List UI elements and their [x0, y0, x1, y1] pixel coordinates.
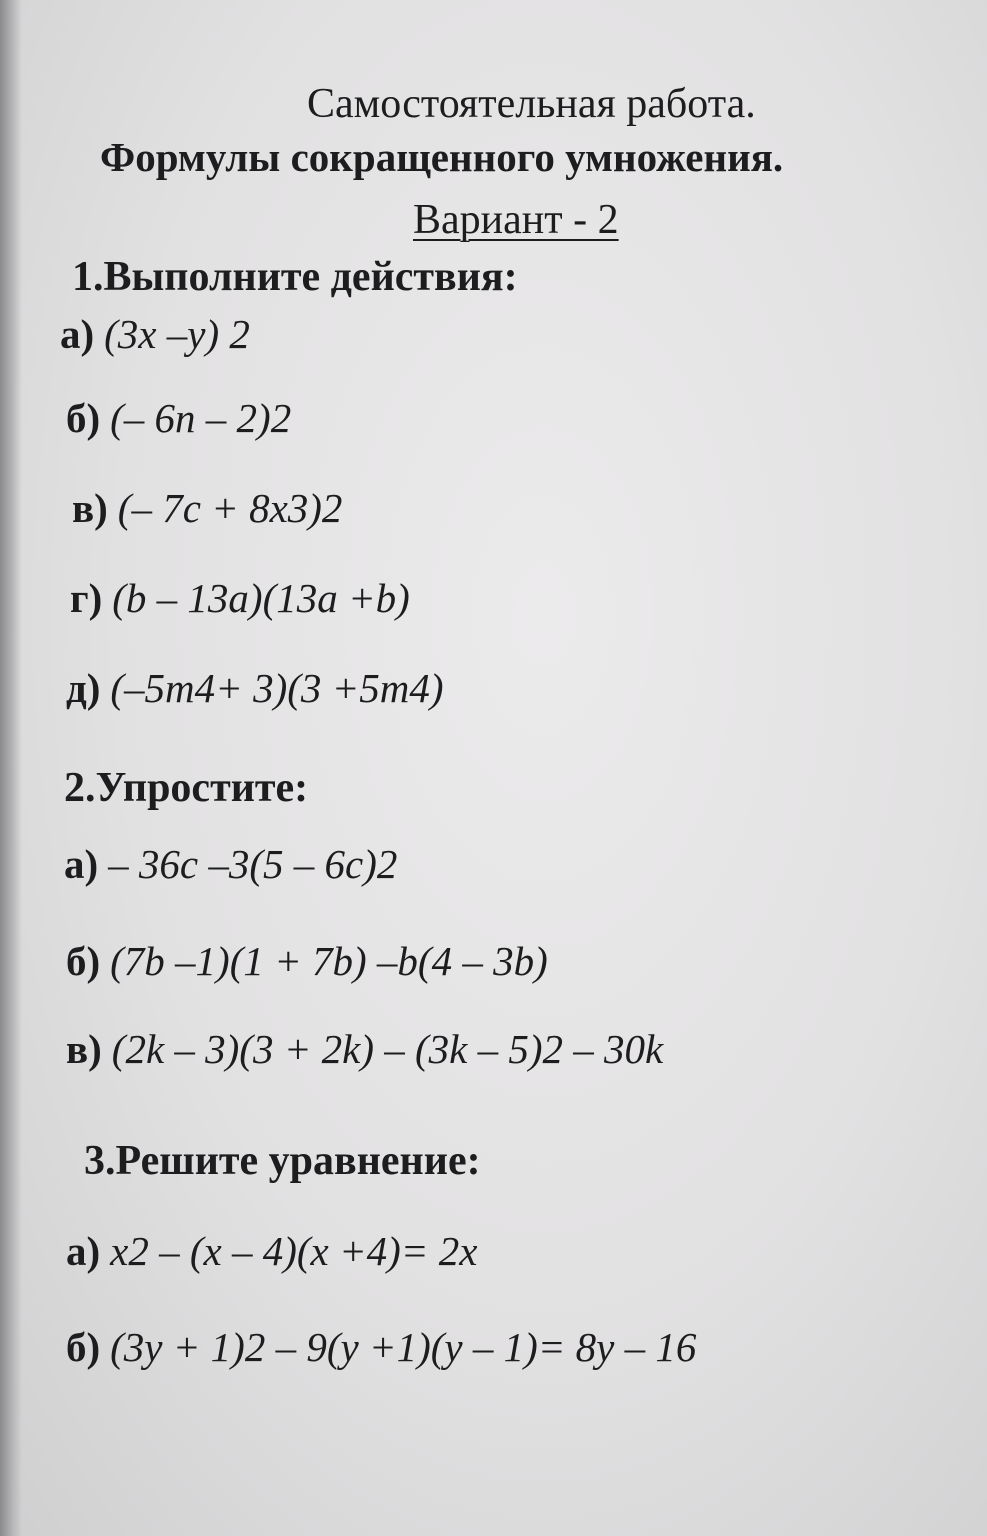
- task-1e: [66, 664, 444, 712]
- task-1d: [70, 574, 410, 622]
- task-1c: [72, 484, 342, 532]
- task-expression: x2 – (x – 4)(x +4)= 2x: [110, 1228, 478, 1274]
- task-label: г): [70, 575, 103, 621]
- task-expression: (7b –1)(1 + 7b) –b(4 – 3b): [110, 938, 548, 984]
- task-label: д): [66, 665, 101, 711]
- task-expression: – 36c –3(5 – 6c)2: [108, 841, 398, 887]
- task-2c: [66, 1025, 663, 1073]
- task-expression: (– 7c + 8x3)2: [117, 485, 343, 531]
- task-expression: (–5m4+ 3)(3 +5m4): [110, 665, 444, 711]
- task-2b: [66, 937, 548, 985]
- worksheet-title: Самостоятельная работа.: [307, 81, 756, 127]
- task-expression: (3x –y) 2: [104, 311, 250, 357]
- task-label: б): [66, 1324, 101, 1370]
- task-3a: [66, 1227, 477, 1275]
- worksheet-topic: Формулы сокращенного умножения.: [100, 134, 784, 180]
- task-label: б): [66, 938, 101, 984]
- section-2-title: 2.Упростите:: [64, 765, 309, 811]
- paper-edge-shadow: [0, 0, 22, 1536]
- task-expression: (b – 13a)(13a +b): [112, 575, 410, 621]
- task-1b: [66, 394, 291, 442]
- task-expression: (– 6n – 2)2: [110, 395, 292, 441]
- task-1a: [60, 310, 250, 358]
- section-1-title: 1.Выполните действия:: [72, 254, 518, 300]
- worksheet-variant: Вариант - 2: [413, 197, 619, 243]
- task-label: б): [66, 395, 101, 441]
- task-label: в): [72, 485, 108, 531]
- task-expression: (2k – 3)(3 + 2k) – (3k – 5)2 – 30k: [111, 1026, 664, 1072]
- task-2a: [64, 840, 397, 888]
- task-label: а): [60, 311, 95, 357]
- task-label: а): [66, 1228, 101, 1274]
- task-label: в): [66, 1026, 102, 1072]
- task-label: а): [64, 841, 99, 887]
- task-expression: (3y + 1)2 – 9(y +1)(y – 1)= 8y – 16: [110, 1324, 697, 1370]
- task-3b: [66, 1323, 696, 1371]
- section-3-title: 3.Решите уравнение:: [84, 1138, 481, 1184]
